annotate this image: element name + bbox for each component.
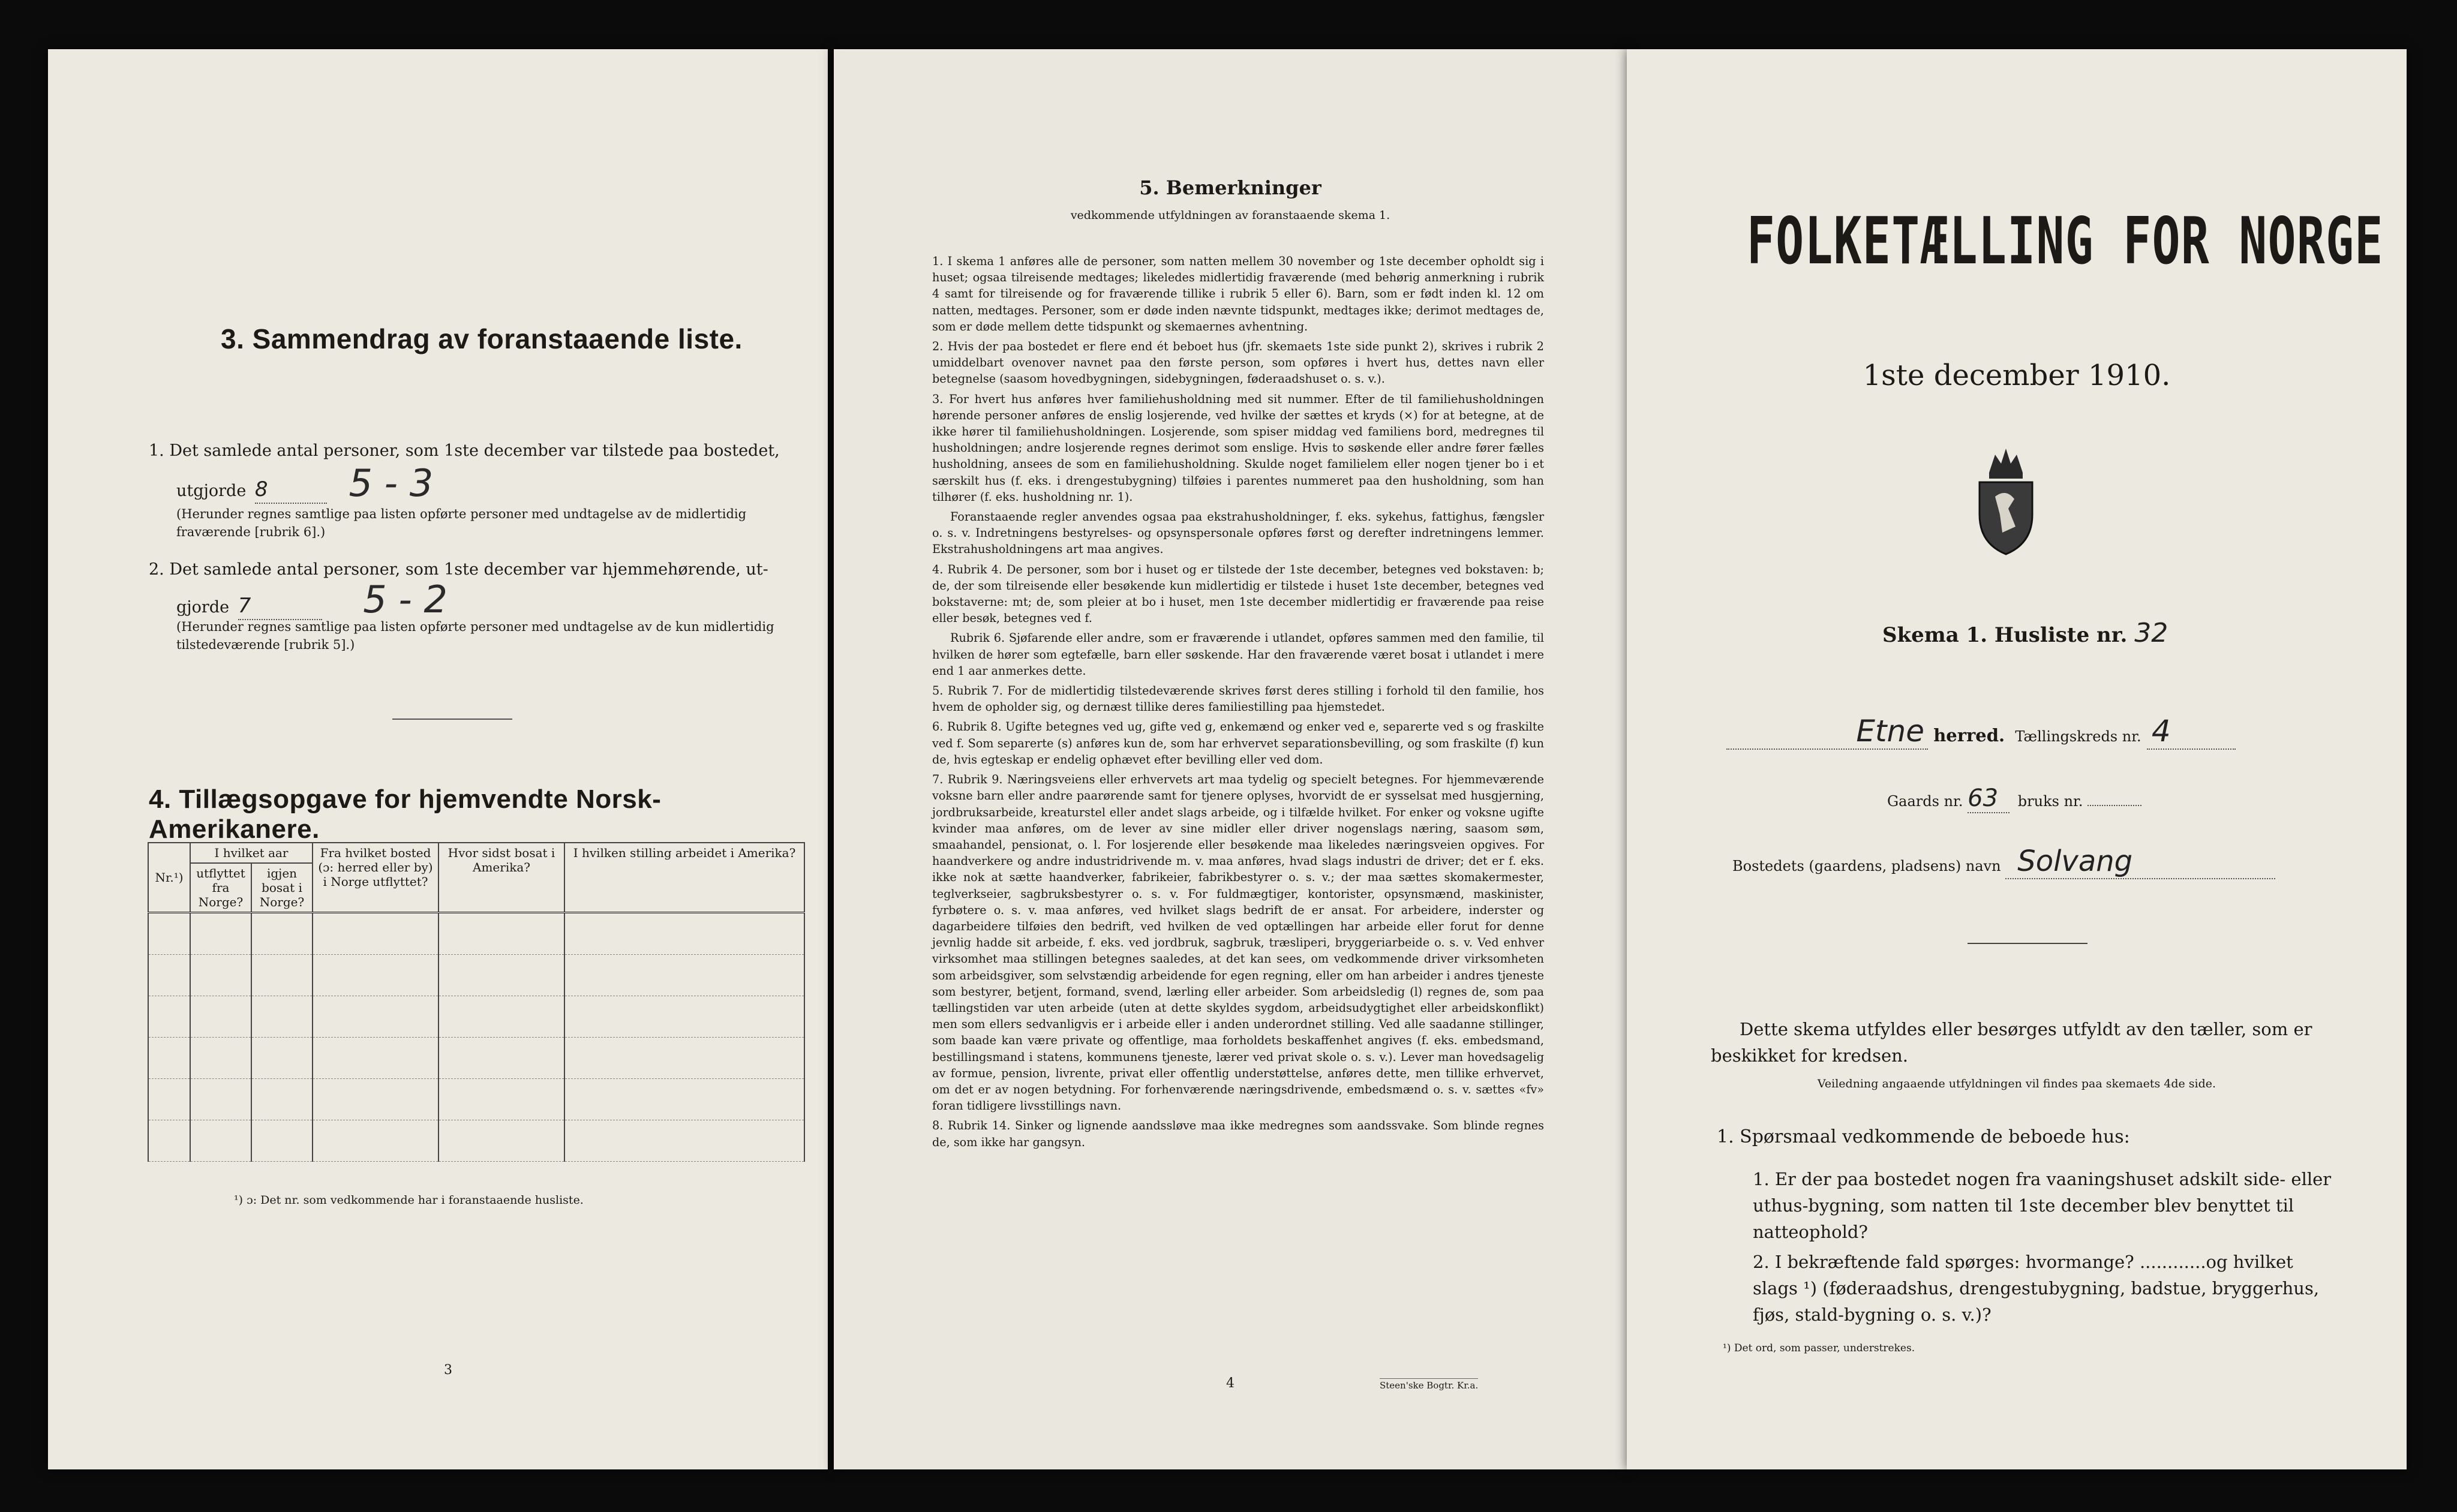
bosted-label: Bostedets (gaardens, pladsens) navn	[1732, 858, 2001, 874]
husliste-nr-value[interactable]: 32	[2134, 618, 2168, 648]
bemerkninger-subtitle: vedkommende utfyldningen av foranstaaende skema 1.	[1070, 209, 1390, 222]
bemerkninger-title: 5. Bemerkninger	[1139, 176, 1321, 199]
item1-handwritten-note: 5 - 3	[349, 461, 434, 505]
col-emigrated: utflyttet fra Norge?	[190, 863, 251, 913]
kreds-label: Tællingskreds nr.	[2015, 728, 2141, 745]
form-title: FOLKETÆLLING FOR NORGE	[1747, 204, 2384, 279]
table-row[interactable]	[148, 1120, 804, 1162]
question-title: 1. Spørsmaal vedkommende de beboede hus:	[1717, 1126, 2130, 1147]
intro-text: Dette skema utfyldes eller besørges utfyldt av den tæller, som er beskikket for kredsen.	[1711, 1019, 2312, 1066]
rule-7: 7. Rubrik 9. Næringsveiens eller erhvervets art maa tydelig og specielt betegnes. For hjemmeværende voksne barn eller andre paarørende samt for tjenere oplyses, hvorvidt de er sysselsat med husgjerning, jordbruksarbeide, kreaturstel eller andet slags arbeide, og i tilfælde hvilket. For enker og voksne ugifte kvinder maa anføres, om de lever av sine midler eller driver nogenslags næring, saasom søm, smaahandel, pensionat, o. l. For losjerende eller besøkende maa likeledes næringsveien opgives. For haandverkere og andre industridrivende m. v. maa anføres, hvad slags industri de driver; det er f. eks. ikke nok at sætte haandverker, fabrikeier, fabrikbestyrer o. s. v.; der maa sættes skomakermester, teglverkseier, sagbruksbestyrer o. s. v. For fuldmægtiger, kontorister, opsynsmænd, maskinister, fyrbøtere o. s. v. maa anføres, ved hvilket slags bedrift de er ansat. For arbeidere, inderster og dagarbeidere tilføies den bedrift, ved hvilken de ved optællingen har arbeide eller forut for denne jevnlig hadde sit arbeide, f. eks. ved jordbruk, sagbruk, træsliperi, bryggeriarbeide o. s. v. Ved enhver virksomhet maa stillingen betegnes saaledes, at det kan sees, om vedkommende driver virksomheten som arbeidsgiver, som selvstændig arbeidende for egen regning, eller om han arbeider i andres tjeneste som bestyrer, betjent, formand, svend, lærling eller arbeider. Som arbeidsledig (l) regnes de, som paa tællingstiden var uten arbeide (uten at dette skyldes sygdom, arbeidsudygtighet eller arbeidskonflikt) men som ellers sedvanligvis er i arbeide eller i anden underordnet stilling. Ved alle saadanne stillinger, som baade kan være private og offentlige, maa forholdets beskaffenhet angives (f. eks. embedsmand, bestillingsmand i statens, kommunens tjeneste, lærer ved privat skole o. s. v.). Lever man hovedsagelig av formue, pension, livrente, privat eller offentlig understøttelse, anføres dette, men tillike erhvervet, om det er av nogen betydning. For forhenværende næringsdrivende, embedsmænd o. s. v. sættes «fv» foran tidligere livsstillings navn.	[932, 772, 1544, 1113]
ornament-divider	[1968, 943, 2087, 944]
rule-8: 8. Rubrik 14. Sinker og lignende aandssløve maa ikke medregnes som aandssvake. Som blinde regnes de, som ikke har gangsyn.	[932, 1119, 1544, 1149]
intro-note: Veiledning angaaende utfyldningen vil findes paa skemaets 4de side.	[1817, 1077, 2216, 1090]
item1-note: (Herunder regnes samtlige paa listen opførte personer med undtagelse av de midlertidig fraværende [rubrik 6].)	[176, 507, 747, 539]
page-left	[48, 49, 828, 1469]
schema-row	[1882, 618, 2168, 648]
divider	[392, 719, 512, 720]
col-from-place: Fra hvilket bosted (ɔ: herred eller by) i Norge utflyttet?	[313, 843, 438, 913]
item2-row	[176, 578, 447, 621]
herred-row	[1726, 714, 2374, 750]
bosted-value[interactable]: Solvang	[2005, 844, 2275, 879]
col-last-place: Hvor sidst bosat i Amerika?	[438, 843, 564, 913]
kreds-value[interactable]: 4	[2147, 714, 2236, 750]
rule-3: 3. For hvert hus anføres hver familiehusholdning med sit nummer. Efter de til familiehusholdningen hørende personer anføres de enslig losjerende, ved hvilke der sættes et kryds (×) for at betegne, at de ikke hører til familiehusholdningen. Losjerende, som spiser middag ved familiens bord, medregnes til husholdningen; andre losjerende regnes derimot som enslige. Hvis to søskende eller andre fører fælles husholdning, ansees de som en familiehusholdning. Skulde noget familielem eller nogen tjener bo i et særskilt hus (f. eks. i drengestubygning) tilføies i parentes nummeret paa den husholdning, som han tilhører (f. eks. husholdning nr. 1).	[932, 392, 1544, 504]
item1-label: utgjorde	[176, 482, 247, 500]
gaards-value[interactable]: 63	[1968, 784, 2010, 813]
item2-text: 2. Det samlede antal personer, som 1ste december var hjemmehørende, ut-	[149, 560, 768, 579]
rule-3-extra: Foranstaaende regler anvendes ogsaa paa ekstrahusholdninger, f. eks. sykehus, fattighus, fængsler o. s. v. Indretningens bestyrelses- og opsynspersonale opføres først og derefter indretningens lemmer. Ekstrahusholdningens art maa angives.	[932, 510, 1544, 557]
bruks-label: bruks nr.	[2017, 793, 2083, 810]
rules-list	[932, 253, 1544, 1154]
rule-6: 6. Rubrik 8. Ugifte betegnes ved ug, gifte ved g, enkemænd og enker ved e, separerte ved s og fraskilte ved f. Som separerte (s) anføres kun de, som har erhvervet separationsbevilling, og som fraskilte (f) kun de, hvis egteskap er endelig ophævet efter bevilling eller ved dom.	[932, 720, 1544, 766]
gaards-label: Gaards nr.	[1887, 793, 1963, 810]
rule-2: 2. Hvis der paa bostedet er flere end ét beboet hus (jfr. skemaets 1ste side punkt 2), skrives i rubrik 2 umiddelbart ovenover navnet paa den første person, som opføres i hvert hus, dettes navn eller betegnelse (saasom hovedbygningen, sidebygningen, føderaadshuset o. s. v.).	[932, 339, 1544, 386]
question-2: 2. I bekræftende fald spørges: hvormange? ............og hvilket slags ¹) (føderaadshus, drengestubygning, badstue, bryggerhus, fjøs, stald-bygning o. s. v.)?	[1753, 1252, 2320, 1325]
item2-label: gjorde	[176, 598, 230, 617]
col-returned: igjen bosat i Norge?	[251, 863, 313, 913]
rule-1: 1. I skema 1 anføres alle de personer, som natten mellem 30 november og 1ste december opholdt sig i huset; ogsaa tilreisende medtages; likeledes midlertidig fraværende (med behørig anmerkning i rubrik 4 samt for tilreisende og for fraværende tillike i rubrik 5 eller 6). Barn, som er født inden kl. 12 om natten, medtages. Personer, som er døde inden nævnte tidspunkt, medtages ikke; derimot medtages de, som er døde mellem dette tidspunkt og skemaernes avhentning.	[932, 254, 1544, 333]
table-row[interactable]	[148, 1079, 804, 1120]
table-row[interactable]	[148, 955, 804, 996]
question-1-answer[interactable]	[1927, 1219, 2010, 1240]
item1-value[interactable]: 8	[255, 476, 327, 504]
bosted-row	[1732, 844, 2275, 879]
item1-row	[176, 461, 434, 505]
gaards-row	[1887, 784, 2141, 813]
rule-4-rubrik6: Rubrik 6. Sjøfarende eller andre, som er fraværende i utlandet, opføres sammen med den familie, til hvilken de hører som egtefælle, barn eller søskende. Har den fraværende været bosat i utlandet i mere end 1 aar anmerkes dette.	[932, 631, 1544, 678]
page-number: 3	[444, 1363, 452, 1378]
item2-handwritten-note: 5 - 2	[363, 578, 447, 621]
herred-value[interactable]: Etne	[1726, 714, 1928, 750]
herred-label: herred.	[1933, 725, 2005, 746]
item1-text: 1. Det samlede antal personer, som 1ste december var tilstede paa bostedet,	[149, 441, 780, 460]
item2-note: (Herunder regnes samtlige paa listen opførte personer med undtagelse av de kun midlertidig tilstedeværende [rubrik 5].)	[176, 620, 774, 652]
schema-label: Skema 1. Husliste nr.	[1882, 623, 2128, 647]
table-row[interactable]	[148, 1038, 804, 1079]
section3-title: 3. Sammendrag av foranstaaende liste.	[221, 323, 743, 354]
coat-of-arms-icon	[1971, 437, 2041, 557]
table-row[interactable]	[148, 913, 804, 955]
norsk-amerikanere-table	[148, 842, 805, 1162]
bruks-value[interactable]	[2087, 805, 2141, 806]
rule-4: 4. Rubrik 4. De personer, som bor i huset og er tilstede der 1ste december, betegnes ved bokstaven: b; de, der som tilreisende eller besøkende kun midlertidig er tilstede i huset 1ste december, betegnes ved bokstaverne: mt; de, som pleier at bo i huset, men 1ste december midlertidig er fraværende paa reise eller besøk, betegnes ved f.	[932, 562, 1544, 626]
page-right	[1627, 49, 2407, 1469]
section4-title: 4. Tillægsopgave for hjemvendte Norsk-Amerikanere.	[149, 784, 662, 844]
table-footnote: ¹) ɔ: Det nr. som vedkommende har i foranstaaende husliste.	[234, 1194, 584, 1207]
col-group-year: I hvilket aar	[190, 843, 313, 863]
printer-imprint: Steen'ske Bogtr. Kr.a.	[1380, 1378, 1478, 1391]
item2-value[interactable]: 7	[238, 593, 322, 620]
form-date: 1ste december 1910.	[1863, 359, 2171, 392]
col-nr: Nr.¹)	[148, 843, 190, 913]
table-row[interactable]	[148, 996, 804, 1038]
rule-5: 5. Rubrik 7. For de midlertidig tilstedeværende skrives først deres stilling i forhold til den familie, hos hvem de opholder sig, og dernæst tillike deres familiestilling paa hjemstedet.	[932, 684, 1544, 714]
page-middle	[834, 49, 1627, 1469]
page3-footnote: ¹) Det ord, som passer, understrekes.	[1723, 1342, 1915, 1354]
question-1: 1. Er der paa bostedet nogen fra vaaningshuset adskilt side- eller uthus-bygning, som natten til 1ste december blev benyttet til natteophold?	[1753, 1169, 2332, 1242]
col-position: I hvilken stilling arbeidet i Amerika?	[564, 843, 804, 913]
page-number: 4	[1226, 1376, 1234, 1391]
